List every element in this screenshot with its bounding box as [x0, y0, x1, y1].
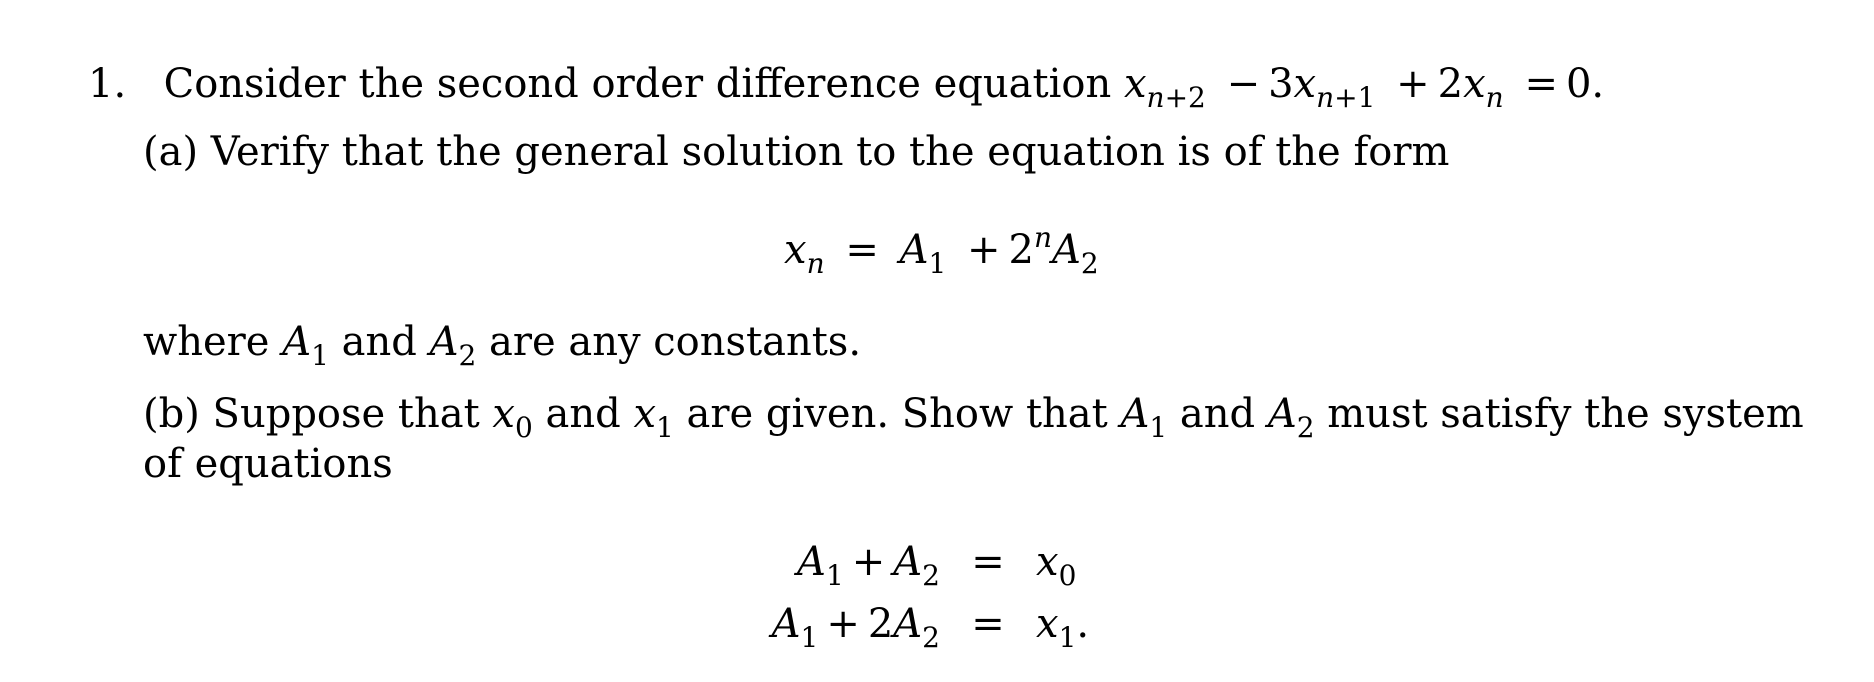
problem-statement [88, 60, 1605, 114]
system-row-1-equals: = [971, 539, 1005, 585]
general-solution-equation: $x_n = A_1 + 2^nA_2$ [784, 221, 1099, 280]
system-row-2-lhs: $A_1 + 2A_2$ [771, 601, 940, 654]
problem-number: 1. [88, 61, 127, 107]
part-b-statement: (b) Suppose that $x_0$ and $x_1$ are given. Show that $A_1$ and $A_2$ must satisfy the system [143, 391, 1804, 444]
difference-equation: $x_{n+2} - 3x_{n+1} + 2x_n = 0$. [1123, 61, 1605, 114]
part-a-label: (a) [143, 129, 199, 175]
part-b-statement-cont: of equations [143, 441, 393, 487]
system-row-1-rhs: $x_0$ [1036, 539, 1077, 592]
problem-intro: Consider the second order difference equation [163, 61, 1112, 107]
system-row-1-lhs: $A_1 + A_2$ [797, 539, 940, 592]
constants-note: where $A_1$ and $A_2$ are any constants. [143, 319, 862, 372]
part-a-statement [143, 128, 1449, 176]
system-row-1 [0, 538, 1874, 592]
part-a-text: Verify that the general solution to the equation is of the form [210, 129, 1450, 175]
system-row-2 [0, 600, 1874, 654]
part-b-label: (b) [143, 391, 200, 437]
system-row-2-rhs: $x_1$. [1036, 601, 1090, 654]
system-row-2-equals: = [971, 601, 1005, 647]
